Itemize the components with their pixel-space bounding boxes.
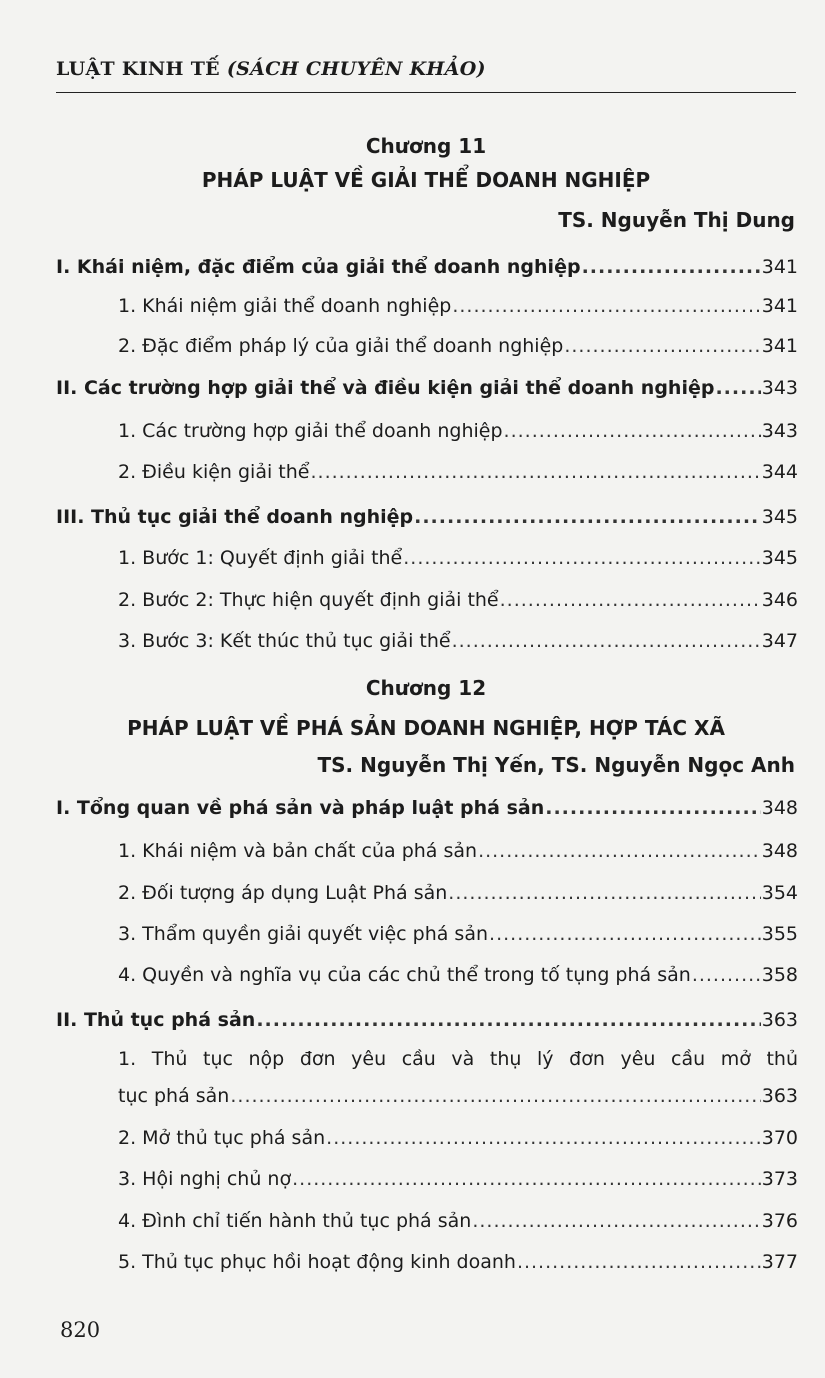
leader-dots (230, 1085, 760, 1107)
toc-entry-text: 3. Bước 3: Kết thúc thủ tục giải thể (118, 630, 451, 652)
toc-entry-page: 363 (761, 1009, 798, 1031)
chapter-12-label: Chương 12 (365, 676, 487, 700)
leader-dots (517, 1251, 761, 1273)
leader-dots (715, 377, 760, 399)
running-header (56, 58, 796, 80)
toc-entry-page: 377 (761, 1251, 798, 1273)
chapter-12-author: TS. Nguyễn Thị Yến, TS. Nguyễn Ngọc Anh (317, 753, 795, 777)
toc-entry-page: 343 (761, 420, 798, 442)
toc-entry[interactable] (118, 630, 798, 660)
chapter-12-title: PHÁP LUẬT VỀ PHÁ SẢN DOANH NGHIỆP, HỢP TÁC XÃ (127, 716, 725, 740)
leader-dots (452, 630, 761, 652)
toc-entry[interactable] (56, 797, 798, 827)
leader-dots (414, 506, 761, 528)
toc-entry-text-line1: 1. Thủ tục nộp đơn yêu cầu và thụ lý đơn yêu cầu mở thủ (118, 1048, 798, 1070)
toc-entry-text: 2. Mở thủ tục phá sản (118, 1127, 326, 1149)
toc-entry[interactable] (118, 1251, 798, 1281)
leader-dots (403, 547, 760, 569)
toc-entry-page: 345 (761, 547, 798, 569)
toc-entry-text: III. Thủ tục giải thể doanh nghiệp (56, 506, 414, 528)
toc-entry[interactable] (118, 882, 798, 912)
leader-dots (500, 589, 761, 611)
toc-entry-text: 2. Điều kiện giải thể (118, 461, 310, 483)
toc-entry-page: 373 (761, 1168, 798, 1190)
toc-entry[interactable] (118, 547, 798, 577)
chapter-11-title: PHÁP LUẬT VỀ GIẢI THỂ DOANH NGHIỆP (201, 168, 651, 192)
toc-entry[interactable] (118, 1168, 798, 1198)
toc-entry[interactable] (118, 461, 798, 491)
toc-entry-text: I. Khái niệm, đặc điểm của giải thể doanh nghiệp (56, 256, 581, 278)
toc-entry-text: 2. Đối tượng áp dụng Luật Phá sản (118, 882, 448, 904)
toc-entry-text: I. Tổng quan về phá sản và pháp luật phá sản (56, 797, 545, 819)
toc-entry-page: 347 (761, 630, 798, 652)
toc-entry[interactable] (118, 589, 798, 619)
toc-entry[interactable] (56, 256, 798, 286)
header-subtitle: (SÁCH CHUYÊN KHẢO) (226, 58, 486, 80)
leader-dots (448, 882, 760, 904)
leader-dots (310, 461, 760, 483)
toc-entry-text: 2. Bước 2: Thực hiện quyết định giải thể (118, 589, 499, 611)
toc-entry-page: 343 (761, 377, 798, 399)
toc-entry-page: 345 (761, 506, 798, 528)
leader-dots (545, 797, 761, 819)
leader-dots (489, 923, 761, 945)
toc-entry[interactable] (118, 295, 798, 325)
toc-entry[interactable] (118, 964, 798, 994)
toc-entry[interactable] (56, 506, 798, 536)
toc-entry-text: 1. Khái niệm và bản chất của phá sản (118, 840, 478, 862)
chapter-11-author: TS. Nguyễn Thị Dung (558, 208, 795, 232)
leader-dots (504, 420, 761, 442)
toc-entry-text: 2. Đặc điểm pháp lý của giải thể doanh nghiệp (118, 335, 564, 357)
toc-entry[interactable] (56, 377, 798, 407)
toc-entry-text: 4. Đình chỉ tiến hành thủ tục phá sản (118, 1210, 472, 1232)
toc-entry[interactable] (118, 420, 798, 450)
toc-entry-page: 348 (761, 797, 798, 819)
toc-entry-text: II. Thủ tục phá sản (56, 1009, 256, 1031)
toc-entry-page: 363 (761, 1085, 798, 1107)
toc-entry-page: 354 (761, 882, 798, 904)
header-title: LUẬT KINH TẾ (56, 58, 220, 80)
leader-dots (452, 295, 760, 317)
toc-entry-page: 341 (761, 256, 798, 278)
toc-entry-page: 370 (761, 1127, 798, 1149)
toc-entry[interactable] (118, 923, 798, 953)
toc-entry-text: 4. Quyền và nghĩa vụ của các chủ thể trong tố tụng phá sản (118, 964, 691, 986)
leader-dots (692, 964, 761, 986)
chapter-11-label: Chương 11 (365, 134, 487, 158)
leader-dots (472, 1210, 760, 1232)
toc-entry-text: 1. Các trường hợp giải thể doanh nghiệp (118, 420, 503, 442)
toc-entry-page: 348 (761, 840, 798, 862)
toc-entry-text: 5. Thủ tục phục hồi hoạt động kinh doanh (118, 1251, 516, 1273)
toc-entry[interactable] (118, 1210, 798, 1240)
toc-entry-text: II. Các trường hợp giải thể và điều kiện giải thể doanh nghiệp (56, 377, 715, 399)
page-number: 820 (60, 1318, 101, 1342)
toc-entry-page: 346 (761, 589, 798, 611)
leader-dots (478, 840, 761, 862)
header-rule (56, 92, 796, 93)
leader-dots (256, 1009, 760, 1031)
toc-entry-text-line2: tục phá sản (118, 1085, 230, 1107)
toc-entry-page: 376 (761, 1210, 798, 1232)
toc-entry-page: 355 (761, 923, 798, 945)
toc-entry[interactable] (118, 1085, 798, 1115)
leader-dots (582, 256, 761, 278)
leader-dots (326, 1127, 761, 1149)
toc-entry[interactable] (118, 335, 798, 365)
toc-entry[interactable] (118, 1127, 798, 1157)
toc-entry-text: 3. Thẩm quyền giải quyết việc phá sản (118, 923, 489, 945)
toc-entry-page: 341 (761, 335, 798, 357)
leader-dots (292, 1168, 761, 1190)
toc-entry[interactable] (56, 1009, 798, 1039)
toc-entry-page: 358 (761, 964, 798, 986)
leader-dots (564, 335, 760, 357)
toc-entry-text: 3. Hội nghị chủ nợ (118, 1168, 292, 1190)
toc-entry-text: 1. Bước 1: Quyết định giải thể (118, 547, 403, 569)
toc-entry-text: 1. Khái niệm giải thể doanh nghiệp (118, 295, 452, 317)
toc-entry-page: 344 (761, 461, 798, 483)
toc-entry-page: 341 (761, 295, 798, 317)
toc-entry[interactable] (118, 840, 798, 870)
